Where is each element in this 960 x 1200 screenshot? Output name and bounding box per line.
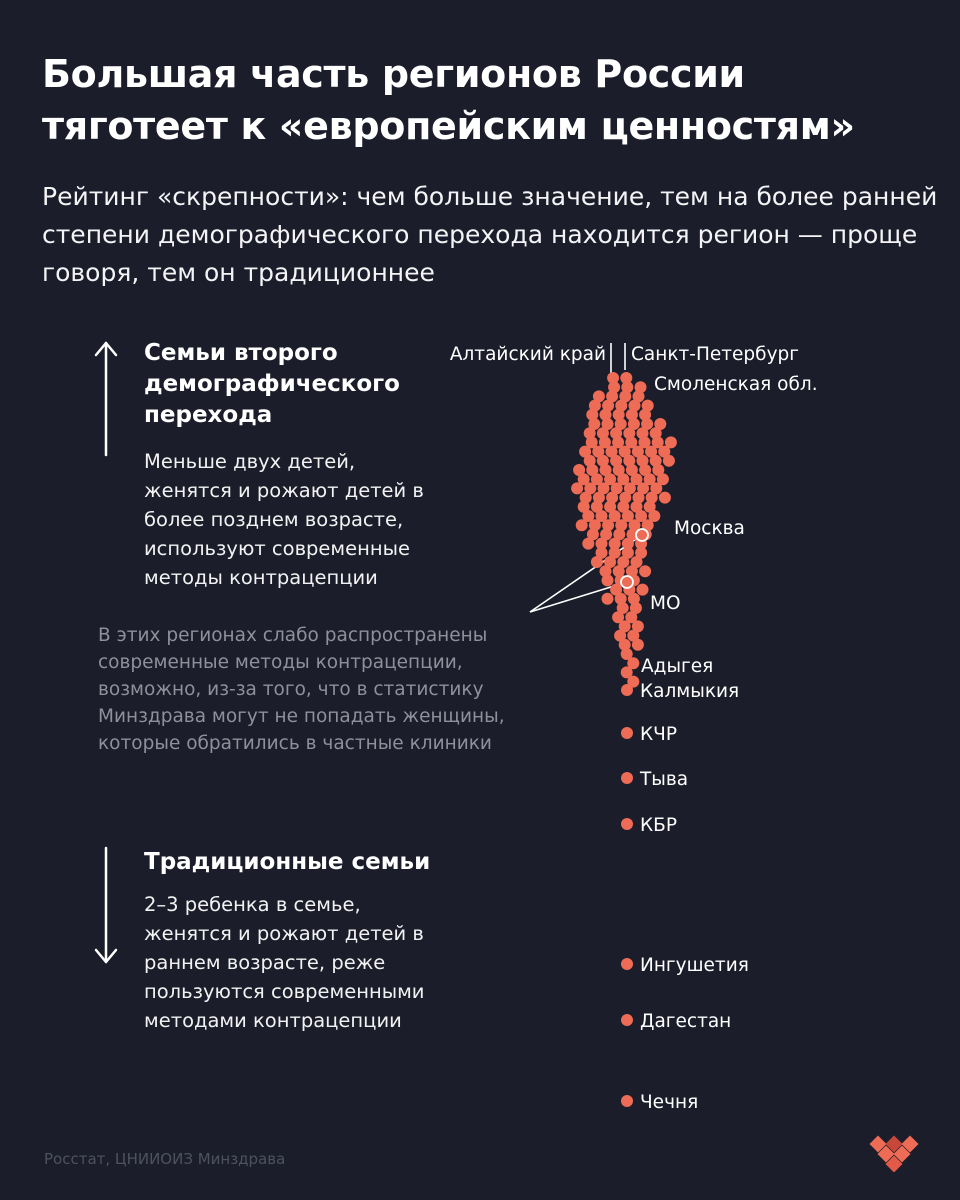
label-altai: Алтайский край xyxy=(449,344,606,365)
dot-5 xyxy=(621,958,633,970)
label-spb: Санкт-Петербург xyxy=(631,344,799,365)
dot-7 xyxy=(621,1095,633,1107)
cluster-dot xyxy=(602,593,614,605)
cluster-dot xyxy=(637,584,649,596)
dot-1 xyxy=(621,684,633,696)
dot-label-5: Ингушетия xyxy=(640,955,749,976)
top-section-body: Меньше двух детей, женятся и рожают детей в более позднем возрасте, используют современные методы контрацепции xyxy=(144,450,424,589)
cluster-dot xyxy=(582,538,594,550)
arrow-down-icon xyxy=(96,848,116,962)
dot-label-2: КЧР xyxy=(640,724,677,745)
bottom-section-heading: Традиционные семьи xyxy=(144,849,431,875)
cluster-dot xyxy=(632,639,644,651)
source-credit: Росстат, ЦНИИОИЗ Минздрава xyxy=(44,1150,286,1168)
dot-4 xyxy=(621,818,633,830)
dot-label-3: Тыва xyxy=(640,769,689,790)
cluster-dots xyxy=(571,372,677,688)
arrow-up-icon xyxy=(96,343,116,455)
dot-label-6: Дагестан xyxy=(640,1011,732,1032)
dot-moscow xyxy=(636,529,648,541)
cluster-dot xyxy=(659,492,671,504)
label-smolensk: Смоленская обл. xyxy=(654,374,818,395)
bottom-section-body: 2–3 ребенка в семье, женятся и рожают детей в раннем возрасте, реже пользуются современными методами контрацепции xyxy=(144,893,425,1032)
label-moscow: Москва xyxy=(674,518,745,539)
brand-logo-icon xyxy=(866,1132,920,1172)
dot-label-4: КБР xyxy=(640,815,677,836)
cluster-dot xyxy=(663,455,675,467)
label-mo: МО xyxy=(650,593,681,614)
labeled-dots xyxy=(621,681,749,1113)
cluster-dot xyxy=(571,482,583,494)
cluster-dot xyxy=(602,574,614,586)
dot-mo xyxy=(621,576,633,588)
cluster-dot xyxy=(591,556,603,568)
label-adygea: Адыгея xyxy=(641,656,714,677)
contraception-note: В этих регионах слабо распространены современные методы контрацепции, возможно, из-за того, что в статистику Минздрава могут не попадать женщины, которые обратились в частные клиники xyxy=(98,625,505,754)
dot-label-1: Калмыкия xyxy=(640,681,740,702)
dot-2 xyxy=(621,727,633,739)
page-subtitle: Рейтинг «скрепности»: чем больше значение, тем на более ранней степени демографического перехода находится регион — проще говоря, тем он традиционнее xyxy=(42,182,938,287)
dot-3 xyxy=(621,772,633,784)
dot-label-7: Чечня xyxy=(640,1092,699,1113)
cluster-dot xyxy=(639,565,651,577)
top-section-heading: Семьи второго демографического перехода xyxy=(144,340,400,428)
dot-6 xyxy=(621,1014,633,1026)
cluster-dot xyxy=(576,519,588,531)
page-title: Большая часть регионов России тяготеет к «европейским ценностям» xyxy=(42,52,855,148)
